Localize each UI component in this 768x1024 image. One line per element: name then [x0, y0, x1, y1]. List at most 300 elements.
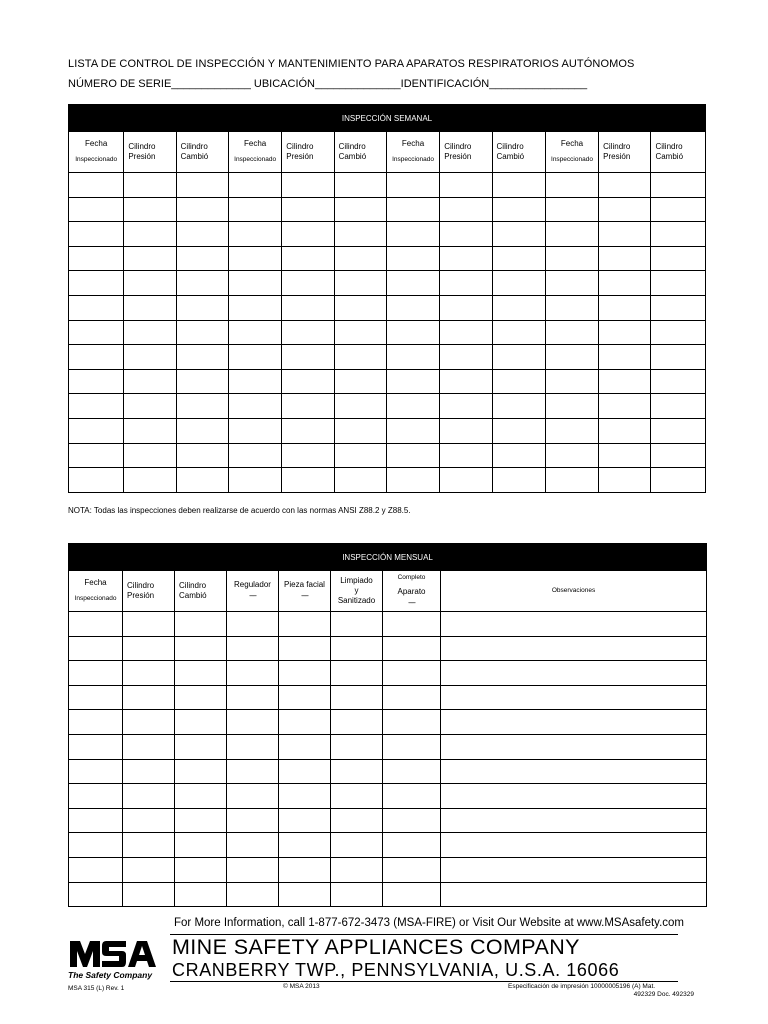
entry-cell[interactable]	[175, 612, 227, 637]
entry-cell[interactable]	[386, 246, 439, 271]
entry-cell[interactable]	[492, 418, 545, 443]
entry-cell[interactable]	[545, 295, 598, 320]
entry-cell[interactable]	[282, 468, 334, 493]
col-pieza-facial	[279, 571, 331, 612]
entry-cell[interactable]	[175, 661, 227, 686]
entry-cell[interactable]	[383, 685, 441, 710]
entry-cell[interactable]	[176, 271, 228, 296]
table-row	[69, 173, 706, 198]
entry-cell[interactable]	[69, 882, 123, 907]
entry-cell[interactable]	[69, 222, 124, 247]
entry-cell[interactable]	[227, 734, 279, 759]
entry-cell[interactable]	[545, 468, 598, 493]
entry-cell[interactable]	[383, 784, 441, 809]
col-limpiado-sanitizado	[331, 571, 383, 612]
entry-cell[interactable]	[599, 468, 651, 493]
entry-cell[interactable]	[279, 636, 331, 661]
entry-cell[interactable]	[69, 418, 124, 443]
entry-cell[interactable]	[176, 345, 228, 370]
entry-cell[interactable]	[69, 345, 124, 370]
entry-cell[interactable]	[651, 345, 706, 370]
entry-cell[interactable]	[331, 734, 383, 759]
entry-cell[interactable]	[123, 734, 175, 759]
entry-cell[interactable]	[279, 612, 331, 637]
entry-cell[interactable]	[440, 443, 492, 468]
table-row	[69, 833, 707, 858]
col-regulador-label: Regulador	[234, 580, 271, 589]
entry-cell[interactable]	[386, 394, 439, 419]
entry-cell[interactable]	[441, 808, 707, 833]
entry-cell[interactable]	[69, 734, 123, 759]
entry-cell[interactable]	[492, 295, 545, 320]
entry-cell[interactable]	[69, 443, 124, 468]
entry-cell[interactable]	[279, 661, 331, 686]
entry-cell[interactable]	[599, 246, 651, 271]
entry-cell[interactable]	[227, 808, 279, 833]
entry-cell[interactable]	[492, 468, 545, 493]
entry-cell[interactable]	[282, 197, 334, 222]
entry-cell[interactable]	[69, 246, 124, 271]
entry-cell[interactable]	[545, 320, 598, 345]
company-address: CRANBERRY TWP., PENNSYLVANIA, U.S.A. 16066	[172, 960, 620, 980]
entry-cell[interactable]	[441, 734, 707, 759]
entry-cell[interactable]	[282, 418, 334, 443]
entry-cell[interactable]	[69, 857, 123, 882]
entry-cell[interactable]	[124, 271, 176, 296]
msa-tagline: The Safety Company	[68, 970, 153, 980]
col-cilindro-cambio: Cilindro Cambió	[492, 132, 545, 173]
entry-cell[interactable]	[599, 222, 651, 247]
entry-cell[interactable]	[386, 173, 439, 198]
entry-cell[interactable]	[228, 246, 281, 271]
entry-cell[interactable]	[331, 833, 383, 858]
entry-cell[interactable]	[440, 394, 492, 419]
entry-cell[interactable]	[123, 759, 175, 784]
entry-cell[interactable]	[599, 271, 651, 296]
entry-cell[interactable]	[282, 394, 334, 419]
serial-location-id-line: NÚMERO DE SERIE_____________ UBICACIÓN______________IDENTIFICACIÓN________________	[68, 78, 588, 90]
entry-cell[interactable]	[599, 394, 651, 419]
entry-cell[interactable]	[175, 833, 227, 858]
entry-cell[interactable]	[441, 784, 707, 809]
col-inspeccionado-label: Inspeccionado	[392, 156, 434, 163]
entry-cell[interactable]	[69, 468, 124, 493]
entry-cell[interactable]	[176, 222, 228, 247]
entry-cell[interactable]	[383, 833, 441, 858]
entry-cell[interactable]	[279, 833, 331, 858]
entry-cell[interactable]	[441, 685, 707, 710]
entry-cell[interactable]	[175, 759, 227, 784]
entry-cell[interactable]	[651, 468, 706, 493]
entry-cell[interactable]	[386, 468, 439, 493]
entry-cell[interactable]	[124, 197, 176, 222]
col-inspeccionado-label: Inspeccionado	[551, 156, 593, 163]
entry-cell[interactable]	[440, 468, 492, 493]
entry-cell[interactable]	[651, 394, 706, 419]
entry-cell[interactable]	[545, 222, 598, 247]
table-row	[69, 468, 706, 493]
col-completo-label: Completo	[397, 574, 426, 581]
entry-cell[interactable]	[175, 882, 227, 907]
entry-cell[interactable]	[440, 271, 492, 296]
entry-cell[interactable]	[386, 197, 439, 222]
entry-cell[interactable]	[441, 882, 707, 907]
entry-cell[interactable]	[228, 345, 281, 370]
entry-cell[interactable]	[279, 882, 331, 907]
entry-cell[interactable]	[124, 222, 176, 247]
col-inspeccionado-label: Inspeccionado	[74, 595, 117, 602]
table-row	[69, 369, 706, 394]
col-inspeccionado-label: Inspeccionado	[75, 156, 118, 163]
entry-cell[interactable]	[386, 320, 439, 345]
entry-cell[interactable]	[492, 222, 545, 247]
entry-cell[interactable]	[599, 418, 651, 443]
entry-cell[interactable]	[334, 173, 386, 198]
entry-cell[interactable]	[228, 418, 281, 443]
entry-cell[interactable]	[124, 320, 176, 345]
col-y-label: y	[354, 586, 359, 595]
entry-cell[interactable]	[282, 271, 334, 296]
entry-cell[interactable]	[440, 295, 492, 320]
col-sanitizado-label: Sanitizado	[337, 596, 376, 605]
entry-cell[interactable]	[228, 295, 281, 320]
entry-cell[interactable]	[386, 443, 439, 468]
entry-cell[interactable]	[282, 369, 334, 394]
entry-cell[interactable]	[545, 197, 598, 222]
entry-cell[interactable]	[651, 369, 706, 394]
table-row	[69, 418, 706, 443]
entry-cell[interactable]	[282, 246, 334, 271]
entry-cell[interactable]	[124, 345, 176, 370]
entry-cell[interactable]	[383, 857, 441, 882]
entry-cell[interactable]	[124, 394, 176, 419]
entry-cell[interactable]	[279, 759, 331, 784]
entry-cell[interactable]	[440, 173, 492, 198]
entry-cell[interactable]	[279, 710, 331, 735]
entry-cell[interactable]	[651, 320, 706, 345]
entry-cell[interactable]	[331, 882, 383, 907]
entry-cell[interactable]	[279, 734, 331, 759]
entry-cell[interactable]	[334, 345, 386, 370]
entry-cell[interactable]	[227, 685, 279, 710]
entry-cell[interactable]	[599, 295, 651, 320]
entry-cell[interactable]	[331, 636, 383, 661]
entry-cell[interactable]	[331, 612, 383, 637]
entry-cell[interactable]	[383, 759, 441, 784]
footer-rule-bottom	[170, 981, 678, 982]
entry-cell[interactable]	[228, 394, 281, 419]
entry-cell[interactable]	[441, 636, 707, 661]
col-pieza-label: Pieza facial	[284, 580, 325, 589]
entry-cell[interactable]	[228, 443, 281, 468]
entry-cell[interactable]	[386, 222, 439, 247]
entry-cell[interactable]	[383, 612, 441, 637]
entry-cell[interactable]	[545, 345, 598, 370]
entry-cell[interactable]	[441, 759, 707, 784]
entry-cell[interactable]	[492, 271, 545, 296]
entry-cell[interactable]	[175, 710, 227, 735]
entry-cell[interactable]	[69, 759, 123, 784]
entry-cell[interactable]	[69, 784, 123, 809]
entry-cell[interactable]	[282, 295, 334, 320]
entry-cell[interactable]	[492, 369, 545, 394]
entry-cell[interactable]	[386, 369, 439, 394]
entry-cell[interactable]	[227, 882, 279, 907]
entry-cell[interactable]	[123, 636, 175, 661]
entry-cell[interactable]	[492, 443, 545, 468]
entry-cell[interactable]	[545, 443, 598, 468]
entry-cell[interactable]	[227, 710, 279, 735]
entry-cell[interactable]	[175, 808, 227, 833]
entry-cell[interactable]	[282, 320, 334, 345]
entry-cell[interactable]	[175, 734, 227, 759]
entry-cell[interactable]	[282, 443, 334, 468]
entry-cell[interactable]	[176, 197, 228, 222]
entry-cell[interactable]	[383, 710, 441, 735]
entry-cell[interactable]	[334, 197, 386, 222]
entry-cell[interactable]	[282, 173, 334, 198]
entry-cell[interactable]	[279, 808, 331, 833]
entry-cell[interactable]	[440, 246, 492, 271]
entry-cell[interactable]	[651, 222, 706, 247]
standards-note: NOTA: Todas las inspecciones deben realizarse de acuerdo con las normas ANSI Z88.2 y Z88.5.	[68, 506, 411, 515]
col-fecha-label: Fecha	[85, 139, 108, 148]
entry-cell[interactable]	[228, 173, 281, 198]
entry-cell[interactable]	[69, 685, 123, 710]
entry-cell[interactable]	[492, 197, 545, 222]
entry-cell[interactable]	[386, 418, 439, 443]
entry-cell[interactable]	[599, 320, 651, 345]
entry-cell[interactable]	[545, 418, 598, 443]
entry-cell[interactable]	[441, 661, 707, 686]
entry-cell[interactable]	[279, 784, 331, 809]
entry-cell[interactable]	[599, 197, 651, 222]
entry-cell[interactable]	[334, 246, 386, 271]
entry-cell[interactable]	[279, 857, 331, 882]
table-row	[69, 808, 707, 833]
entry-cell[interactable]	[69, 271, 124, 296]
entry-cell[interactable]	[545, 271, 598, 296]
entry-cell[interactable]	[227, 661, 279, 686]
entry-cell[interactable]	[123, 857, 175, 882]
entry-cell[interactable]	[441, 857, 707, 882]
entry-cell[interactable]	[124, 246, 176, 271]
entry-cell[interactable]	[651, 418, 706, 443]
entry-cell[interactable]	[440, 197, 492, 222]
entry-cell[interactable]	[228, 320, 281, 345]
col-fecha-label: Fecha	[560, 139, 584, 148]
entry-cell[interactable]	[440, 345, 492, 370]
entry-cell[interactable]	[331, 759, 383, 784]
entry-cell[interactable]	[227, 857, 279, 882]
entry-cell[interactable]	[440, 320, 492, 345]
entry-cell[interactable]	[334, 394, 386, 419]
form-number: MSA 315 (L) Rev. 1	[68, 985, 125, 992]
entry-cell[interactable]	[227, 784, 279, 809]
entry-cell[interactable]	[334, 320, 386, 345]
table-row	[69, 394, 706, 419]
entry-cell[interactable]	[124, 418, 176, 443]
entry-cell[interactable]	[69, 808, 123, 833]
entry-cell[interactable]	[331, 710, 383, 735]
entry-cell[interactable]	[227, 759, 279, 784]
entry-cell[interactable]	[440, 222, 492, 247]
entry-cell[interactable]	[440, 369, 492, 394]
entry-cell[interactable]	[123, 661, 175, 686]
entry-cell[interactable]	[124, 468, 176, 493]
entry-cell[interactable]	[545, 173, 598, 198]
entry-cell[interactable]	[176, 468, 228, 493]
entry-cell[interactable]	[228, 222, 281, 247]
entry-cell[interactable]	[69, 197, 124, 222]
table-row	[69, 661, 707, 686]
entry-cell[interactable]	[123, 784, 175, 809]
entry-cell[interactable]	[334, 443, 386, 468]
entry-cell[interactable]	[175, 784, 227, 809]
entry-cell[interactable]	[123, 833, 175, 858]
entry-cell[interactable]	[279, 685, 331, 710]
entry-cell[interactable]	[69, 710, 123, 735]
table-row	[69, 612, 707, 637]
entry-cell[interactable]	[124, 173, 176, 198]
entry-cell[interactable]	[175, 857, 227, 882]
col-cilindro-presion: Cilindro Presión	[282, 132, 334, 173]
entry-cell[interactable]	[383, 808, 441, 833]
entry-cell[interactable]	[123, 685, 175, 710]
entry-cell[interactable]	[334, 418, 386, 443]
entry-cell[interactable]	[545, 246, 598, 271]
entry-cell[interactable]	[599, 369, 651, 394]
entry-cell[interactable]	[383, 734, 441, 759]
entry-cell[interactable]	[441, 833, 707, 858]
entry-cell[interactable]	[123, 808, 175, 833]
entry-cell[interactable]	[331, 661, 383, 686]
entry-cell[interactable]	[228, 468, 281, 493]
entry-cell[interactable]	[651, 295, 706, 320]
col-completo-aparato	[383, 571, 441, 612]
entry-cell[interactable]	[492, 345, 545, 370]
entry-cell[interactable]	[492, 320, 545, 345]
entry-cell[interactable]	[386, 271, 439, 296]
entry-cell[interactable]	[124, 369, 176, 394]
entry-cell[interactable]	[599, 173, 651, 198]
entry-cell[interactable]	[334, 468, 386, 493]
col-cilindro-presion: Cilindro Presión	[599, 132, 651, 173]
entry-cell[interactable]	[441, 710, 707, 735]
table-row	[69, 443, 706, 468]
entry-cell[interactable]	[383, 636, 441, 661]
entry-cell[interactable]	[440, 418, 492, 443]
entry-cell[interactable]	[175, 685, 227, 710]
entry-cell[interactable]	[124, 295, 176, 320]
entry-cell[interactable]	[228, 369, 281, 394]
entry-cell[interactable]	[651, 443, 706, 468]
entry-cell[interactable]	[651, 246, 706, 271]
col-inspeccionado-label: Inspeccionado	[234, 156, 277, 163]
monthly-title: INSPECCIÓN MENSUAL	[69, 544, 707, 571]
entry-cell[interactable]	[334, 222, 386, 247]
entry-cell[interactable]	[176, 320, 228, 345]
entry-cell[interactable]	[176, 369, 228, 394]
table-row	[69, 882, 707, 907]
entry-cell[interactable]	[176, 443, 228, 468]
entry-cell[interactable]	[441, 612, 707, 637]
entry-cell[interactable]	[282, 345, 334, 370]
entry-cell[interactable]	[227, 612, 279, 637]
entry-cell[interactable]	[383, 882, 441, 907]
entry-cell[interactable]	[69, 320, 124, 345]
table-row	[69, 295, 706, 320]
entry-cell[interactable]	[69, 173, 124, 198]
entry-cell[interactable]	[386, 345, 439, 370]
entry-cell[interactable]	[176, 173, 228, 198]
entry-cell[interactable]	[651, 271, 706, 296]
entry-cell[interactable]	[651, 197, 706, 222]
entry-cell[interactable]	[331, 685, 383, 710]
entry-cell[interactable]	[69, 369, 124, 394]
entry-cell[interactable]	[334, 295, 386, 320]
col-cilindro-cambio: Cilindro Cambió	[176, 132, 228, 173]
entry-cell[interactable]	[123, 710, 175, 735]
entry-cell[interactable]	[123, 612, 175, 637]
entry-cell[interactable]	[123, 882, 175, 907]
entry-cell[interactable]	[69, 295, 124, 320]
entry-cell[interactable]	[282, 222, 334, 247]
entry-cell[interactable]	[176, 394, 228, 419]
entry-cell[interactable]	[228, 197, 281, 222]
entry-cell[interactable]	[176, 246, 228, 271]
entry-cell[interactable]	[69, 661, 123, 686]
entry-cell[interactable]	[227, 636, 279, 661]
entry-cell[interactable]	[331, 784, 383, 809]
pieza-dash: -----	[301, 593, 308, 600]
entry-cell[interactable]	[69, 833, 123, 858]
entry-cell[interactable]	[492, 246, 545, 271]
entry-cell[interactable]	[227, 833, 279, 858]
entry-cell[interactable]	[383, 661, 441, 686]
entry-cell[interactable]	[545, 369, 598, 394]
entry-cell[interactable]	[228, 271, 281, 296]
entry-cell[interactable]	[386, 295, 439, 320]
copyright: © MSA 2013	[283, 983, 320, 990]
entry-cell[interactable]	[331, 808, 383, 833]
col-regulador	[227, 571, 279, 612]
entry-cell[interactable]	[69, 636, 123, 661]
entry-cell[interactable]	[176, 295, 228, 320]
entry-cell[interactable]	[599, 443, 651, 468]
entry-cell[interactable]	[334, 271, 386, 296]
weekly-title: INSPECCIÓN SEMANAL	[69, 105, 706, 132]
col-fecha-inspeccionado	[69, 571, 123, 612]
entry-cell[interactable]	[331, 857, 383, 882]
entry-cell[interactable]	[334, 369, 386, 394]
entry-cell[interactable]	[175, 636, 227, 661]
entry-cell[interactable]	[69, 394, 124, 419]
entry-cell[interactable]	[492, 394, 545, 419]
entry-cell[interactable]	[545, 394, 598, 419]
entry-cell[interactable]	[651, 173, 706, 198]
col-fecha-inspeccionado	[228, 132, 281, 173]
contact-info: For More Information, call 1-877-672-3473 (MSA-FIRE) or Visit Our Website at www.MSAsafety.com	[174, 917, 685, 929]
table-row	[69, 636, 707, 661]
entry-cell[interactable]	[176, 418, 228, 443]
entry-cell[interactable]	[69, 612, 123, 637]
entry-cell[interactable]	[124, 443, 176, 468]
entry-cell[interactable]	[599, 345, 651, 370]
table-row	[69, 197, 706, 222]
entry-cell[interactable]	[492, 173, 545, 198]
col-cilindro-presion: Cilindro Presión	[124, 132, 176, 173]
